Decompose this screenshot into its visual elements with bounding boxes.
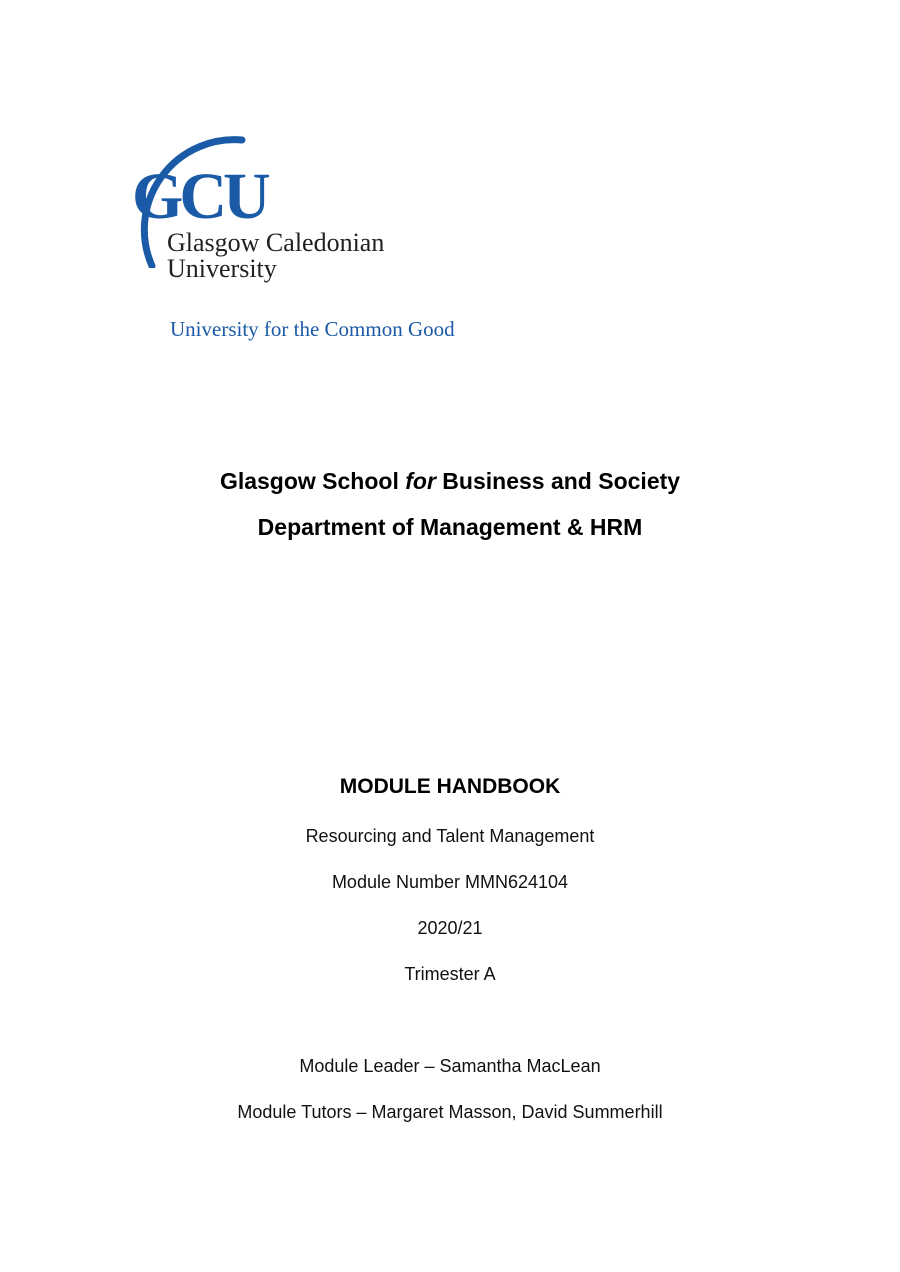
logo-university-name-line-1: Glasgow Caledonian bbox=[167, 228, 385, 257]
school-name bbox=[0, 466, 900, 496]
trimester: Trimester A bbox=[404, 964, 496, 984]
handbook-title: MODULE HANDBOOK bbox=[339, 775, 561, 798]
module-number: Module Number MMN624104 bbox=[331, 872, 569, 892]
school-name-italic: for bbox=[405, 468, 436, 494]
school-name-end: Business and Society bbox=[435, 468, 681, 494]
gcu-logo bbox=[112, 118, 412, 288]
module-name: Resourcing and Talent Management bbox=[305, 826, 595, 846]
school-name-start: Glasgow School bbox=[219, 468, 406, 494]
logo-mark: GCU bbox=[132, 160, 267, 233]
module-tutors: Module Tutors – Margaret Masson, David Summerhill bbox=[237, 1102, 663, 1122]
academic-year: 2020/21 bbox=[417, 918, 483, 938]
department-name: Department of Management & HRM bbox=[257, 514, 643, 540]
university-tagline: University for the Common Good bbox=[170, 317, 455, 341]
logo-university-name-line-2: University bbox=[167, 254, 277, 283]
module-leader: Module Leader – Samantha MacLean bbox=[299, 1056, 601, 1076]
